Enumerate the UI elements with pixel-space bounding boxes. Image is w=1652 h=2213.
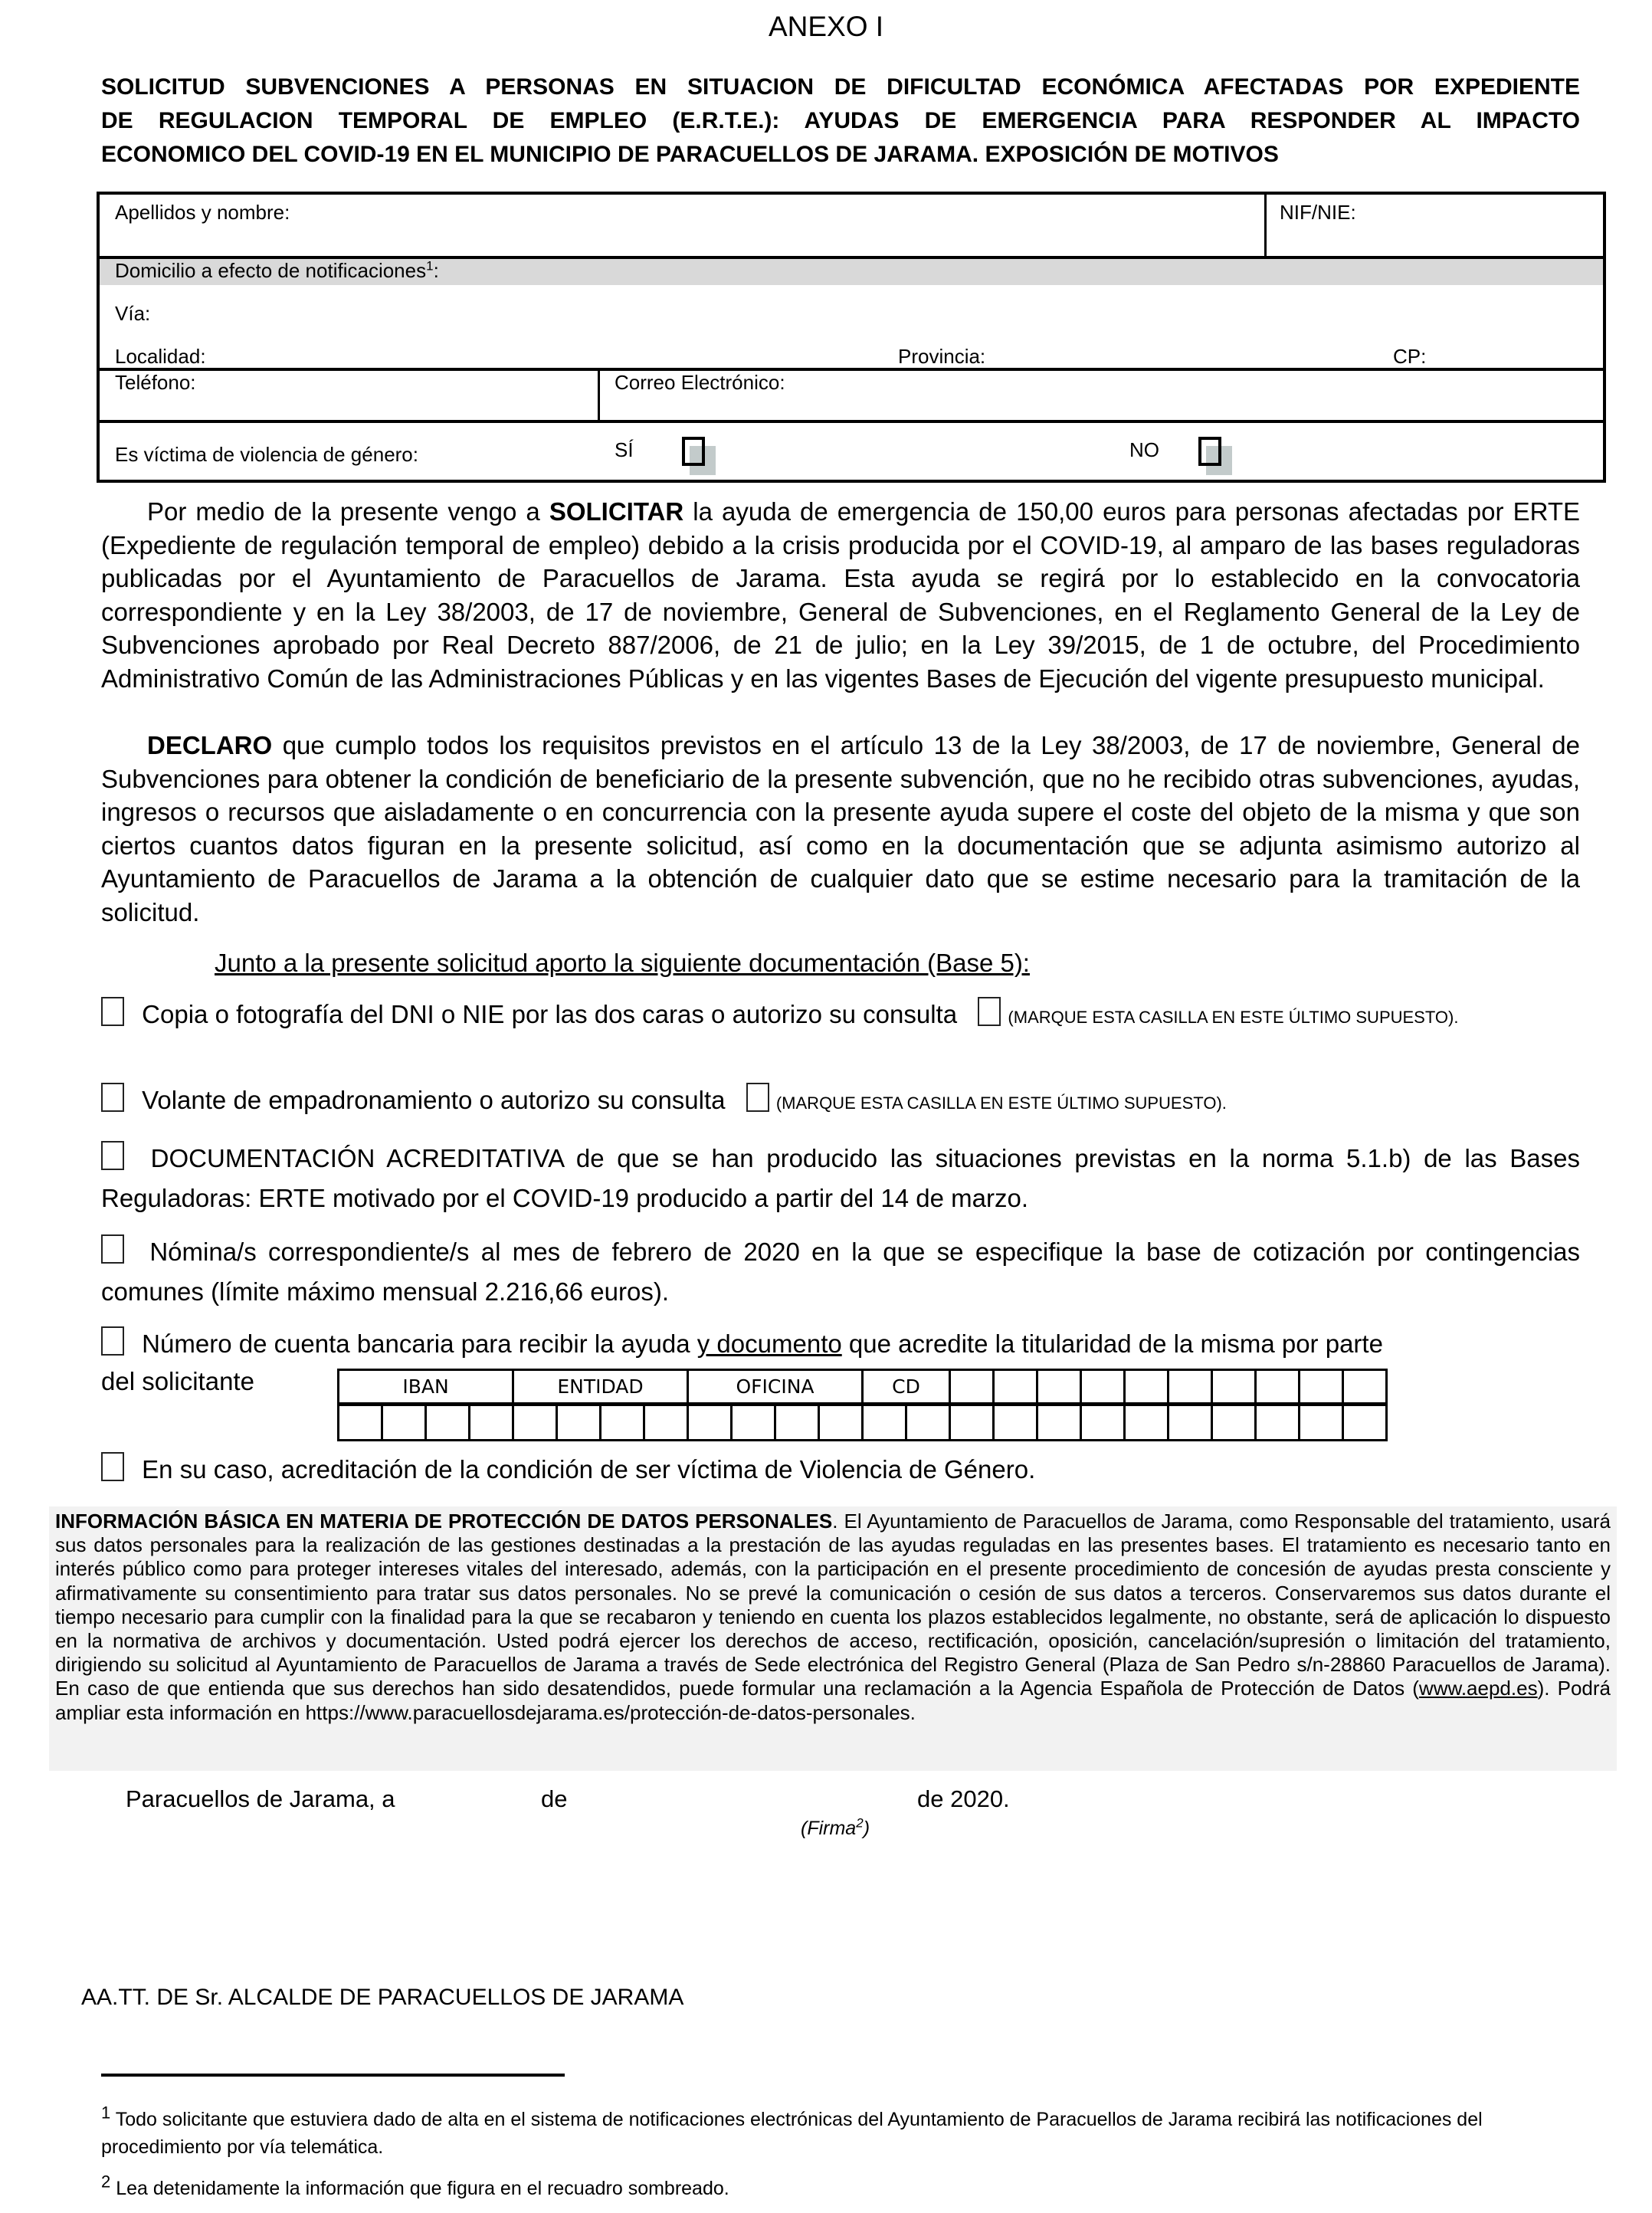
account-digit[interactable] <box>1037 1405 1081 1441</box>
yes-checkbox[interactable] <box>682 437 708 469</box>
footnote-1 <box>101 2103 1580 2161</box>
doc-bank-checkbox[interactable] <box>101 1326 124 1356</box>
doc-item-text: Nómina/s correspondiente/s al mes de febrero de 2020 en la que se especifique la base de cotización por contingencias comunes (límite máximo mensual 2.216,66 euros). <box>101 1238 1580 1306</box>
data-protection-text <box>55 1510 1611 1725</box>
account-header-cell <box>994 1370 1037 1405</box>
heading-line: SOLICITUD SUBVENCIONES A PERSONAS EN SITUACION DE DIFICULTAD ECONÓMICA AFECTADAS POR EXPEDIENTE <box>101 74 1580 100</box>
applicant-form <box>97 192 1606 483</box>
address-header <box>100 259 1603 285</box>
doc-item-text: En su caso, acreditación de la condición de ser víctima de Violencia de Género. <box>142 1455 1036 1484</box>
office-digit[interactable] <box>732 1405 775 1441</box>
data-protection-title: INFORMACIÓN BÁSICA EN MATERIA DE PROTECCIÓN DE DATOS PERSONALES <box>55 1510 833 1533</box>
authorize-census-consult-checkbox[interactable] <box>746 1083 769 1112</box>
doc-item-erte <box>101 1139 1580 1218</box>
cd-digit[interactable] <box>906 1405 950 1441</box>
authorize-id-consult-checkbox[interactable] <box>978 997 1001 1026</box>
doc-item-note: (MARQUE ESTA CASILLA EN ESTE ÚLTIMO SUPUESTO). <box>1008 1008 1459 1027</box>
account-header-cell <box>1256 1370 1300 1405</box>
no-checkbox[interactable] <box>1198 437 1224 469</box>
account-digit[interactable] <box>1212 1405 1256 1441</box>
request-body: la ayuda de emergencia de 150,00 euros para personas afectadas por ERTE (Expediente de regulación temporal de empleo) debido a la crisis producida por el COVID-19, al amparo de las bases reguladoras publicadas por el Ayuntamiento de Paracuellos de Jarama. Esta ayuda se regirá por lo establecido en la convocatoria correspondiente y en la Ley 38/2003, de 17 de noviembre, General de Subvenciones, en el Reglamento General de la Ley de Subvenciones aprobado por Real Decreto 887/2006, de 21 de julio; en la Ley 39/2015, de 1 de octubre, del Procedimiento Administrativo Común de las Administraciones Públicas y en las vigentes Bases de Ejecución del vigente presupuesto municipal. <box>101 497 1580 693</box>
firma-text: Firma <box>807 1818 857 1839</box>
doc-item-text: Número de cuenta bancaria para recibir la ayuda <box>142 1329 697 1358</box>
declaration-keyword: DECLARO <box>147 731 273 759</box>
bank-grid-digit-row <box>339 1405 1387 1441</box>
iban-digit[interactable] <box>382 1405 426 1441</box>
divider <box>100 420 1603 423</box>
account-header-cell <box>1081 1370 1125 1405</box>
doc-item-payroll <box>101 1232 1580 1312</box>
doc-payroll-checkbox[interactable] <box>101 1234 124 1264</box>
account-header-cell <box>950 1370 994 1405</box>
form-heading <box>101 70 1580 172</box>
address-header-colon: : <box>433 259 439 282</box>
postcode-label: CP: <box>1393 345 1427 368</box>
via-label: Vía: <box>115 302 151 325</box>
account-header-cell <box>1212 1370 1256 1405</box>
nif-label: NIF/NIE: <box>1280 201 1356 224</box>
gender-violence-label: Es víctima de violencia de género: <box>115 443 418 466</box>
iban-digit[interactable] <box>339 1405 382 1441</box>
doc-erte-checkbox[interactable] <box>101 1141 124 1170</box>
footnote-text: Todo solicitante que estuviera dado de alta en el sistema de notificaciones electrónicas del Ayuntamiento de Paracuellos de Jarama recibirá las notificaciones del procedimiento por vía telemática. <box>101 2109 1483 2158</box>
yes-label: SÍ <box>615 438 634 461</box>
locality-field[interactable] <box>222 339 881 369</box>
cd-digit[interactable] <box>863 1405 906 1441</box>
doc-item-bank <box>101 1324 1580 1364</box>
paren: ) <box>863 1818 870 1839</box>
footnote-ref: 1 <box>426 258 434 274</box>
divider <box>598 369 600 421</box>
iban-header: IBAN <box>339 1370 513 1405</box>
account-digit[interactable] <box>1125 1405 1169 1441</box>
footnote-ref: 2 <box>856 1815 864 1831</box>
doc-item-gender-violence <box>101 1450 1580 1490</box>
cd-header: CD <box>863 1370 950 1405</box>
entity-digit[interactable] <box>601 1405 644 1441</box>
documentation-title: Junto a la presente solicitud aporto la siguiente documentación (Base 5): <box>215 949 1030 977</box>
signature-place: Paracuellos de Jarama, a <box>126 1785 395 1812</box>
request-paragraph <box>101 495 1580 695</box>
checkbox-icon <box>682 437 705 466</box>
declaration-paragraph <box>101 729 1580 929</box>
office-header: OFICINA <box>688 1370 863 1405</box>
doc-gender-violence-checkbox[interactable] <box>101 1452 124 1481</box>
email-field[interactable] <box>601 371 1603 420</box>
account-digit[interactable] <box>950 1405 994 1441</box>
doc-item-text: que acredite la titularidad de la misma por parte <box>841 1329 1383 1358</box>
signature-year: de 2020. <box>917 1785 1010 1812</box>
doc-item-note: (MARQUE ESTA CASILLA EN ESTE ÚLTIMO SUPUESTO). <box>775 1093 1227 1113</box>
doc-id-checkbox[interactable] <box>101 997 124 1026</box>
account-header-cell <box>1125 1370 1169 1405</box>
footnote-2 <box>101 2172 1580 2202</box>
footnote-number: 2 <box>101 2172 111 2192</box>
annex-title: ANEXO I <box>768 11 884 42</box>
office-digit[interactable] <box>819 1405 863 1441</box>
no-label: NO <box>1129 438 1159 461</box>
account-header-cell <box>1343 1370 1387 1405</box>
heading-line: DE REGULACION TEMPORAL DE EMPLEO (E.R.T.E.): AYUDAS DE EMERGENCIA PARA RESPONDER AL IMPACTO <box>101 108 1580 133</box>
doc-item-id <box>101 996 1580 1036</box>
checkbox-icon <box>1198 437 1221 466</box>
bank-account-grid <box>337 1369 1388 1441</box>
heading-line: ECONOMICO DEL COVID-19 EN EL MUNICIPIO DE PARACUELLOS DE JARAMA. EXPOSICIÓN DE MOTIVOS <box>101 142 1279 167</box>
entity-header: ENTIDAD <box>513 1370 688 1405</box>
data-protection-body: ). Podrá ampliar esta información en https://www.paracuellosdejarama.es/protección-de-datos-personales. <box>55 1677 1611 1724</box>
account-digit[interactable] <box>994 1405 1037 1441</box>
via-field[interactable] <box>169 288 1603 336</box>
signature-label <box>801 1815 870 1840</box>
request-prefix: Por medio de la presente vengo a <box>147 497 549 526</box>
footnote-separator <box>101 2074 565 2077</box>
office-digit[interactable] <box>688 1405 732 1441</box>
phone-field[interactable] <box>100 371 598 420</box>
phone-label: Teléfono: <box>115 371 196 394</box>
footnote-text: Lea detenidamente la información que figura en el recuadro sombreado. <box>116 2178 729 2199</box>
entity-digit[interactable] <box>557 1405 601 1441</box>
doc-item-text: DOCUMENTACIÓN ACREDITATIVA de que se han producido las situaciones previstas en la norma 5.1.b) de las Bases Reguladoras: ERTE motivado por el COVID-19 producido a partir del 14 de marzo. <box>101 1144 1580 1212</box>
aepd-link[interactable]: www.aepd.es <box>1418 1677 1538 1700</box>
doc-item-underlined: y documento <box>697 1329 842 1358</box>
account-header-cell <box>1300 1370 1343 1405</box>
address-header-label <box>115 259 439 283</box>
bank-grid-header-row <box>339 1370 1387 1405</box>
account-header-cell <box>1169 1370 1212 1405</box>
postcode-field[interactable] <box>1433 339 1603 369</box>
account-digit[interactable] <box>1300 1405 1343 1441</box>
iban-digit[interactable] <box>426 1405 470 1441</box>
request-keyword: SOLICITAR <box>549 497 684 526</box>
email-label: Correo Electrónico: <box>615 371 785 394</box>
signature-area[interactable] <box>766 1847 1303 1969</box>
entity-digit[interactable] <box>513 1405 557 1441</box>
entity-digit[interactable] <box>644 1405 688 1441</box>
address-header-text: Domicilio a efecto de notificaciones <box>115 259 427 282</box>
account-digit[interactable] <box>1256 1405 1300 1441</box>
name-field[interactable] <box>100 195 1264 256</box>
doc-census-checkbox[interactable] <box>101 1083 124 1112</box>
locality-label: Localidad: <box>115 345 206 368</box>
paren: ( <box>801 1818 808 1839</box>
province-field[interactable] <box>996 339 1395 369</box>
account-header-cell <box>1037 1370 1081 1405</box>
nif-field[interactable] <box>1267 195 1603 256</box>
account-digit[interactable] <box>1081 1405 1125 1441</box>
office-digit[interactable] <box>775 1405 819 1441</box>
doc-item-text: Copia o fotografía del DNI o NIE por las dos caras o autorizo su consulta <box>142 1000 958 1028</box>
doc-item-bank-line2: del solicitante <box>101 1367 254 1395</box>
data-protection-body: . El Ayuntamiento de Paracuellos de Jarama, como Responsable del tratamiento, usará sus datos personales para la realización de las gestiones destinadas a la prestación de las ayudas reguladas en las presentes bases. El tratamiento es necesario tanto en interés público como para proteger intereses vitales del interesado, además, con la participación en el presente procedimiento de concesión de ayudas presta consciente y afirmativamente su consentimiento para tratar sus datos personales. No se prevé la comunicación o cesión de sus datos a terceros. Conservaremos sus datos durante el tiempo necesario para cumplir con la finalidad para la que se recabaron y teniendo en cuenta los plazos establecidos legalmente, no obstante, será de aplicación lo dispuesto en la normativa de archivos y documentación. Usted podrá ejercer los derechos de acceso, rectificación, oposición, cancelación/supresión o limitación del tratamiento, dirigiendo su solicitud al Ayuntamiento de Paracuellos de Jarama a través de Sede electrónica del Registro General (Plaza de San Pedro s/n-28860 Paracuellos de Jarama). En caso de que entienda que sus derechos han sido desatendidos, puede formular una reclamación a la Agencia Española de Protección de Datos ( <box>55 1510 1611 1700</box>
doc-item-text: Volante de empadronamiento o autorizo su consulta <box>142 1086 726 1114</box>
declaration-body: que cumplo todos los requisitos previstos en el artículo 13 de la Ley 38/2003, de 17 de noviembre, General de Subvenciones para obtener la condición de beneficiario de la presente subvención, que no he recibido otras subvenciones, ayudas, ingresos o recursos que aisladamente o en concurrencia con la presente ayuda supere el coste del objeto de la misma y que son ciertos cuantos datos figuran en la presente solicitud, así como en la documentación que se adjunta asimismo autorizo al Ayuntamiento de Paracuellos de Jarama a la obtención de cualquier dato que se estime necesario para la tramitación de la solicitud. <box>101 731 1580 926</box>
iban-digit[interactable] <box>470 1405 513 1441</box>
account-digit[interactable] <box>1343 1405 1387 1441</box>
account-digit[interactable] <box>1169 1405 1212 1441</box>
addressee: AA.TT. DE Sr. ALCALDE DE PARACUELLOS DE JARAMA <box>81 1985 684 2010</box>
doc-item-census <box>101 1080 1580 1123</box>
signature-de: de <box>541 1785 568 1812</box>
footnote-number: 1 <box>101 2103 111 2123</box>
name-label: Apellidos y nombre: <box>115 201 290 224</box>
province-label: Provincia: <box>898 345 986 368</box>
